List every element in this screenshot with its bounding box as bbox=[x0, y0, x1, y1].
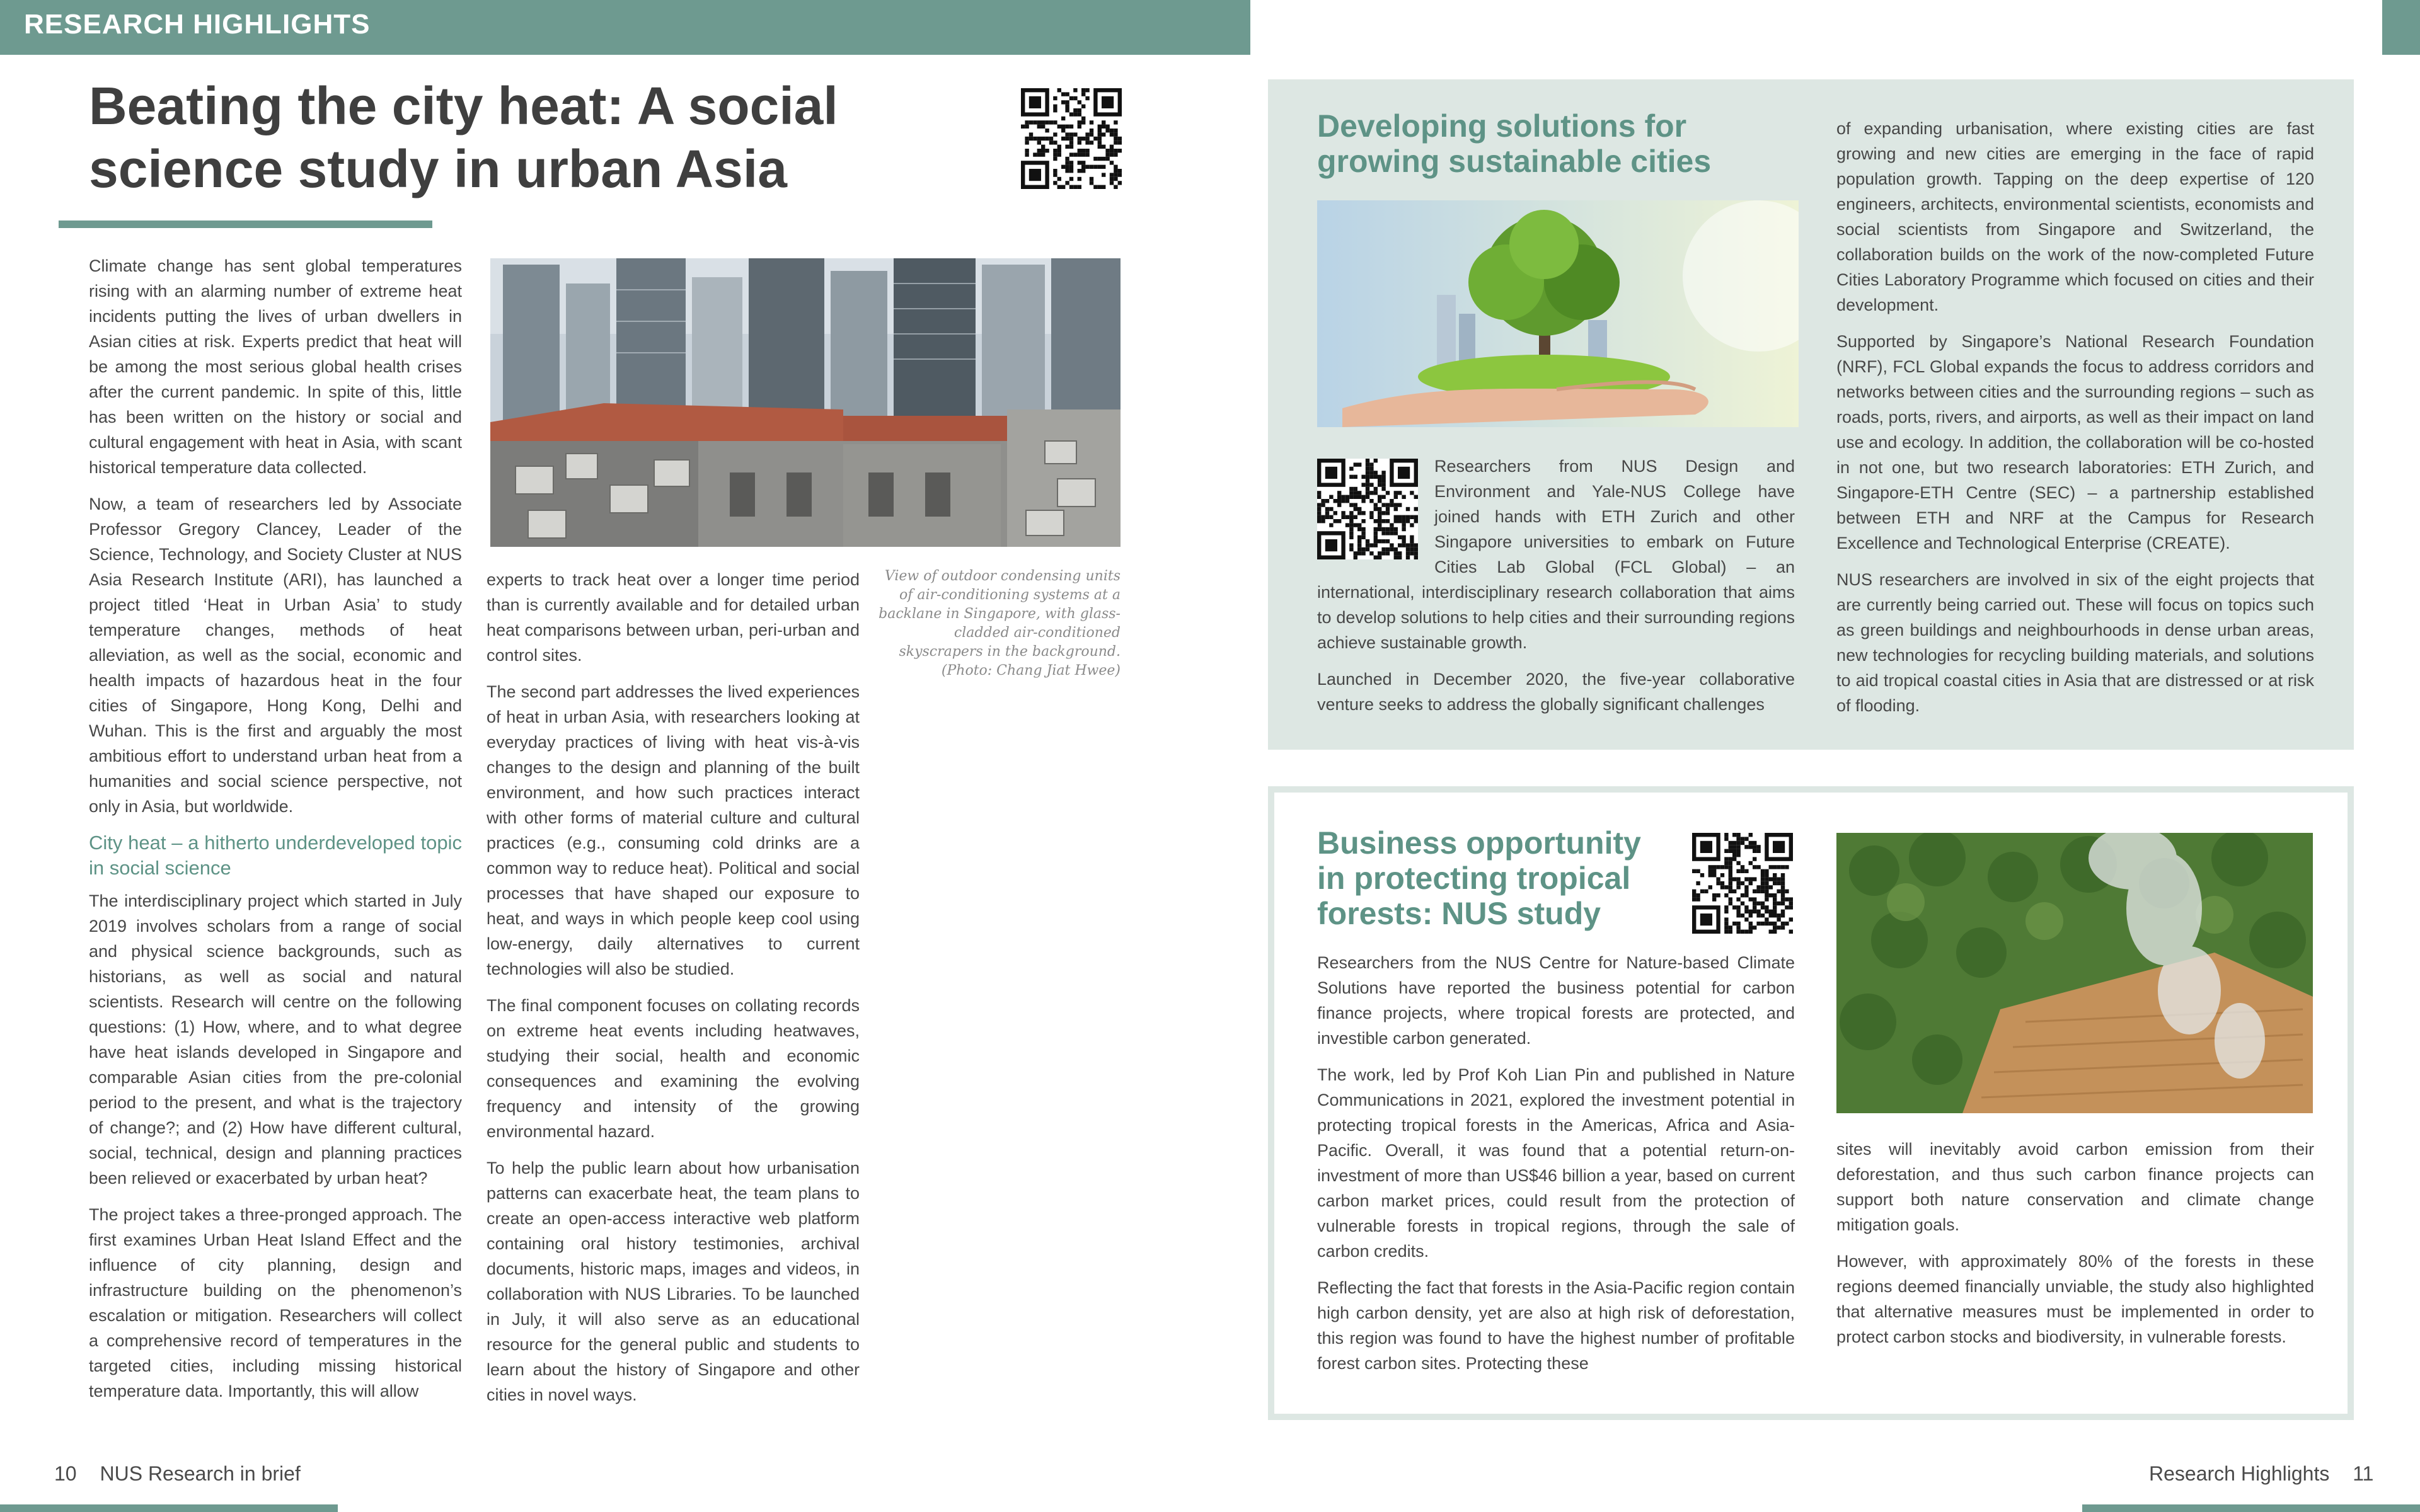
photo-caption: View of outdoor condensing units of air-conditioning systems at a backlane in Singapore, with glass-cladded air-conditioned skyscrapers in the background. (Photo: Chang Jiat Hwee) bbox=[879, 568, 1121, 679]
panel-title: Developing solutions for growing sustainable cities bbox=[1317, 108, 1712, 179]
paragraph: Climate change has sent global temperatures rising with an alarming number of extreme heat incidents putting the lives of urban dwellers in Asian cities at risk. Experts predict that heat will be among the most serious global health crises after the current pandemic. In spite of this, little has been written on the history or social and cultural engagement with heat in Asia, with scant historical temperature data collected. bbox=[89, 256, 462, 477]
qr-code-icon[interactable] bbox=[1021, 88, 1122, 189]
paragraph: sites will inevitably avoid carbon emission from their deforestation, and thus such carbon finance projects can support both nature conservation and climate change mitigation goals. bbox=[1836, 1140, 2314, 1234]
paragraph: experts to track heat over a longer time period than is currently available and for detailed urban heat comparisons between urban, peri-urban and control sites. bbox=[487, 570, 860, 665]
paragraph: The second part addresses the lived experiences of heat in urban Asia, with researchers looking at everyday practices of living with heat vis-à-vis changes to the design and planning of the built environment, and how such practices interact with other forms of material culture and cultural practices (e.g., consuming cold drinks are a common way to reduce heat). Political and social processes that have shaped our exposure to heat, and ways in which people keep cool using low-energy, daily alternatives to current technologies will also be studied. bbox=[487, 682, 860, 978]
paragraph: Reflecting the fact that forests in the Asia-Pacific region contain high carbon density, yet are also at high risk of deforestation, this region was found to have the highest number of profitable forest carbon sites. Protecting these bbox=[1317, 1278, 1795, 1373]
article-column-1 bbox=[89, 253, 462, 1415]
paragraph: NUS researchers are involved in six of the eight projects that are currently being carried out. These will focus on topics such as green buildings and neighbourhoods in dense urban areas, new technologies for recycling building materials, and solutions to aid tropical coastal cities in Asia that are distressed or at risk of flooding. bbox=[1836, 570, 2314, 715]
paragraph: The project takes a three-pronged approach. The first examines Urban Heat Island Effect and the influence of city planning, design and infrastructure building on the phenomenon’s escalation or mitigation. Researchers will collect a comprehensive record of temperatures in the targeted cities, including missing historical temperature data. Importantly, this will allow bbox=[89, 1205, 462, 1400]
paragraph: However, with approximately 80% of the forests in these regions deemed financially unviable, the study also highlighted that alternative measures must be implemented in order to protect carbon stocks and biodiversity, in vulnerable forests. bbox=[1836, 1252, 2314, 1346]
footer-accent-bar bbox=[2082, 1504, 2420, 1512]
page-number: 10 bbox=[54, 1462, 77, 1485]
qr-float-spacer bbox=[1317, 454, 1434, 561]
article-title: Beating the city heat: A social science study in urban Asia bbox=[89, 76, 838, 198]
panel-text-left bbox=[1317, 950, 1795, 1387]
publication-name: NUS Research in brief bbox=[100, 1462, 301, 1485]
article-column-2 bbox=[487, 567, 860, 1419]
tree-in-hand-photo bbox=[1317, 200, 1799, 427]
paragraph: To help the public learn about how urbanisation patterns can exacerbate heat, the team plans to create an open-access interactive web platform containing oral history testimonies, archival documents, historic maps, images and videos, in collaboration with NUS Libraries. To be launched in July, it will also serve as an educational resource for the general public and students to learn about the history of Singapore and other cities in novel ways. bbox=[487, 1159, 860, 1404]
section-name: Research Highlights bbox=[2149, 1462, 2330, 1485]
corner-tab bbox=[2382, 0, 2420, 55]
title-underline bbox=[59, 220, 432, 228]
city-airconditioners-photo bbox=[490, 258, 1121, 547]
paragraph: The final component focuses on collating records on extreme heat events including heatwaves, studying their social, health and economic consequences and examining the evolving frequency and intensity of the growing environmental hazard. bbox=[487, 996, 860, 1141]
footer-right bbox=[2149, 1462, 2373, 1486]
paragraph: Launched in December 2020, the five-year collaborative venture seeks to address the globally significant challenges bbox=[1317, 670, 1795, 714]
paragraph: Researchers from NUS Design and Environment and Yale-NUS College have joined hands with ETH Zurich and other Singapore universities to embark on Future Cities Lab Global (FCL Global) – an international, interdisciplinary research collaboration that aims to develop solutions to help cities and their surrounding regions achieve sustainable growth. bbox=[1317, 457, 1795, 652]
deforestation-aerial-photo bbox=[1836, 833, 2313, 1113]
paragraph: Supported by Singapore’s National Research Foundation (NRF), FCL Global expands the focus to address corridors and networks between cities and the surrounding regions – such as roads, ports, rivers, and airports, as well as their impact on land use and ecology. In addition, the collaboration will be co-hosted in not one, but two research laboratories: ETH Zurich, and Singapore-ETH Centre (SEC) – a partnership established between ETH and NRF at the Campus for Research Excellence and Technological Enterprise (CREATE). bbox=[1836, 332, 2314, 553]
paragraph: Researchers from the NUS Centre for Nature-based Climate Solutions have reported the business potential for carbon finance projects, where tropical forests are protected, and investible carbon generated. bbox=[1317, 953, 1795, 1048]
paragraph: The interdisciplinary project which started in July 2019 involves scholars from a range of social and physical science backgrounds, such as historians, as well as social and natural scientists. Research will centre on the following questions: (1) How, where, and to what degree have heat islands developed in Singapore and comparable Asian cities from the pre-colonial period to the present, and what is the trajectory of change?; and (2) How have different cultural, social, technical, design and planning practices been relieved or exacerbated by urban heat? bbox=[89, 891, 462, 1188]
panel-text-right bbox=[1836, 1137, 2314, 1361]
panel-title: Business opportunity in protecting tropical forests: NUS study bbox=[1317, 825, 1641, 931]
paragraph: Now, a team of researchers led by Associate Professor Gregory Clancey, Leader of the Science, Technology, and Society Cluster at NUS Asia Research Institute (ARI), has launched a project titled ‘Heat in Urban Asia’ to study temperature changes, methods of heat alleviation, as well as the social, economic and health impacts of hazardous heat in the four cities of Singapore, Hong Kong, Delhi and Wuhan. This is the first and arguably the most ambitious effort to understand urban heat from a humanities and social science perspective, not only in Asia, but worldwide. bbox=[89, 495, 462, 816]
paragraph: of expanding urbanisation, where existing cities are fast growing and new cities are emerging in the face of rapid population growth. Tapping on the deep expertise of 120 engineers, architects, environmental scientists, economists and social scientists from Singapore and Switzerland, the collaboration builds on the work of the now-completed Future Cities Laboratory Programme which focused on cities and their development. bbox=[1836, 119, 2314, 314]
paragraph: The work, led by Prof Koh Lian Pin and published in Nature Communications in 2021, explored the investment potential in protecting tropical forests in the Americas, Africa and Asia-Pacific. Overall, it was found that a potential return-on-investment of more than US$46 billion a year, based on current carbon market prices, could result from the protection of vulnerable forests in tropical regions, through the sale of carbon credits. bbox=[1317, 1065, 1795, 1261]
qr-code-icon[interactable] bbox=[1692, 833, 1793, 934]
section-label: RESEARCH HIGHLIGHTS bbox=[24, 9, 371, 40]
footer-accent-bar bbox=[0, 1504, 338, 1512]
footer-left bbox=[54, 1462, 301, 1486]
panel-text-right bbox=[1836, 116, 2314, 730]
page-number: 11 bbox=[2353, 1462, 2374, 1485]
panel-text-left bbox=[1317, 454, 1795, 728]
subheading: City heat – a hitherto underdeveloped topic in social science bbox=[89, 832, 462, 879]
